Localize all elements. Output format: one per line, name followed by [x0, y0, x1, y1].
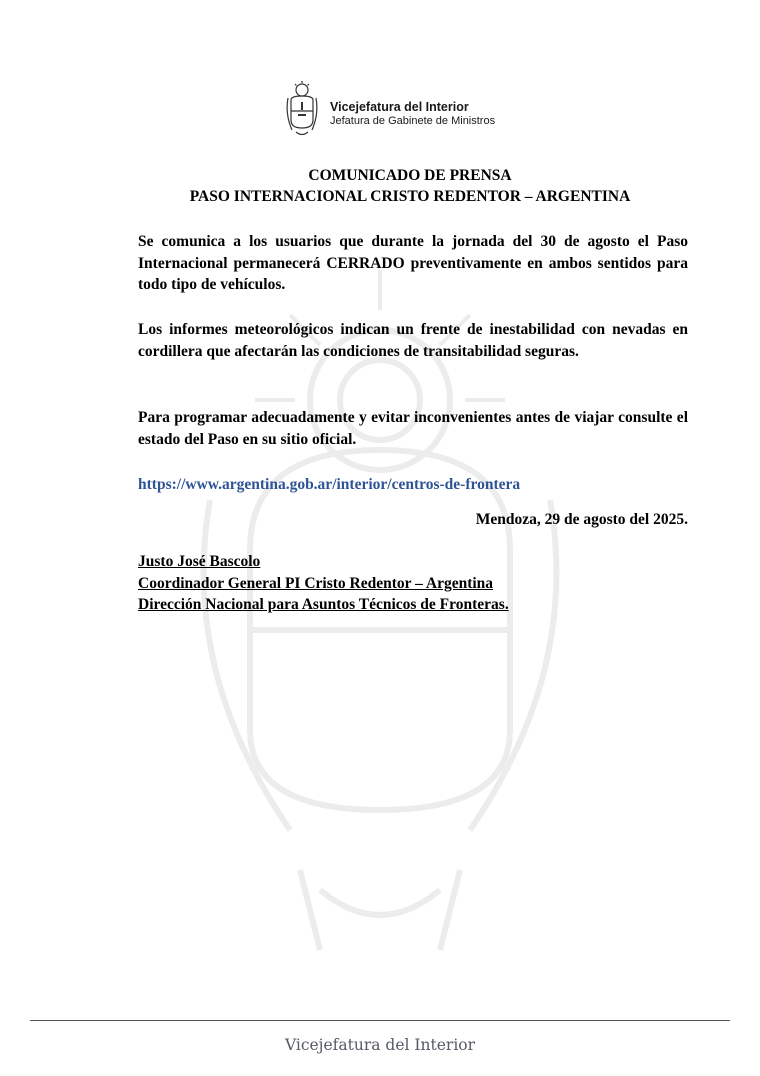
press-release-title	[0, 165, 760, 207]
title-line-2: PASO INTERNACIONAL CRISTO REDENTOR – ARGENTINA	[189, 188, 631, 205]
signature-block	[138, 551, 509, 616]
official-site-link[interactable]: https://www.argentina.gob.ar/interior/centros-de-frontera	[138, 476, 521, 493]
title-line-1: COMUNICADO DE PRENSA	[308, 167, 512, 184]
footer-text: Vicejefatura del Interior	[284, 1036, 476, 1054]
paragraph-travel-advice: Para programar adecuadamente y evitar inconvenientes antes de viajar consulte el estado del Paso en su sitio oficial.	[138, 409, 688, 448]
place-and-date: Mendoza, 29 de agosto del 2025.	[475, 511, 688, 528]
organization-subtitle: Jefatura de Gabinete de Ministros	[330, 115, 496, 127]
letterhead	[284, 80, 514, 140]
signatory-role: Coordinador General PI Cristo Redentor – Argentina	[138, 574, 494, 592]
paragraph-weather-report: Los informes meteorológicos indican un frente de inestabilidad con nevadas en cordillera que afectarán las condiciones de transitabilidad seguras.	[138, 321, 688, 360]
footer-divider	[30, 1020, 730, 1021]
paragraph-closure-notice: Se comunica a los usuarios que durante la jornada del 30 de agosto el Paso Internacional permanecerá CERRADO preventivamente en ambos sentidos para todo tipo de vehículos.	[138, 233, 688, 293]
signatory-name: Justo José Bascolo	[138, 553, 261, 570]
signatory-office: Dirección Nacional para Asuntos Técnicos de Fronteras.	[138, 596, 509, 613]
argentina-coat-of-arms-icon	[284, 80, 320, 140]
organization-name: Vicejefatura del Interior	[330, 100, 469, 114]
